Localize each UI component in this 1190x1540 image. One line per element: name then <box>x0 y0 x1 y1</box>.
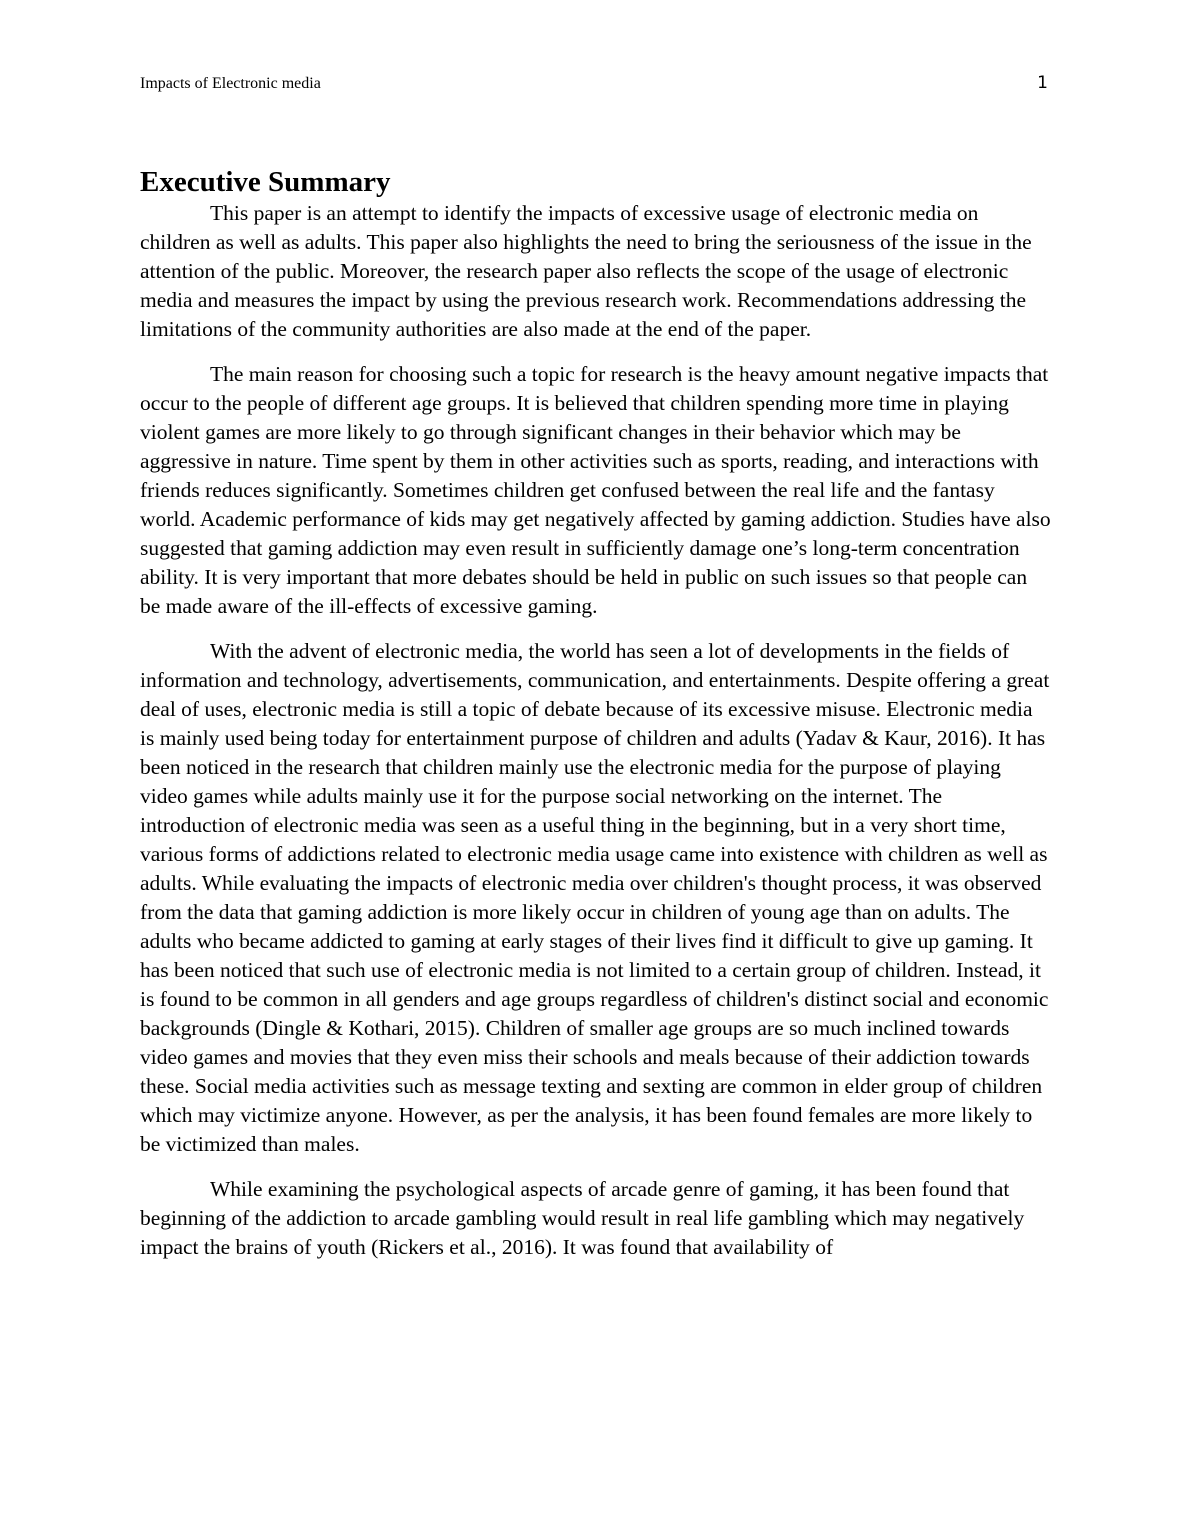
page-number: 1 <box>1037 73 1048 93</box>
paragraph-3: With the advent of electronic media, the world has seen a lot of developments in the fields of information and technology, advertisements, communication, and entertainments. Despite offering a great deal of uses, electronic media is still a topic of debate because of its excessive misuse. Electronic media is mainly used being today for entertainment purpose of children and adults (Yadav & Kaur, 2016). It has been noticed in the research that children mainly use the electronic media for the purpose of playing video games while adults mainly use it for the purpose social networking on the internet. The introduction of electronic media was seen as a useful thing in the beginning, but in a very short time, various forms of addictions related to electronic media usage came into existence with children as well as adults. While evaluating the impacts of electronic media over children's thought process, it was observed from the data that gaming addiction is more likely occur in children of young age than on adults. The adults who became addicted to gaming at early stages of their lives find it difficult to give up gaming. It has been noticed that such use of electronic media is not limited to a certain group of children. Instead, it is found to be common in all genders and age groups regardless of children's distinct social and economic backgrounds (Dingle & Kothari, 2015). Children of smaller age groups are so much inclined towards video games and movies that they even miss their schools and meals because of their addiction towards these. Social media activities such as message texting and sexting are common in elder group of children which may victimize anyone. However, as per the analysis, it has been found females are more likely to be victimized than males. <box>140 639 1050 1156</box>
paragraph-2: The main reason for choosing such a topic for research is the heavy amount negative impacts that occur to the people of different age groups. It is believed that children spending more time in playing violent games are more likely to go through significant changes in their behavior which may be aggressive in nature. Time spent by them in other activities such as sports, reading, and interactions with friends reduces significantly. Sometimes children get confused between the real life and the fantasy world. Academic performance of kids may get negatively affected by gaming addiction. Studies have also suggested that gaming addiction may even result in sufficiently damage one’s long-term concentration ability. It is very important that more debates should be held in public on such issues so that people can be made aware of the ill-effects of excessive gaming. <box>140 362 1051 618</box>
paragraph-4: While examining the psychological aspects of arcade genre of gaming, it has been found that beginning of the addiction to arcade gambling would result in real life gambling which may negatively impact the brains of youth (Rickers et al., 2016). It was found that availability of <box>140 1177 1025 1259</box>
section-heading: Executive Summary <box>140 166 391 198</box>
paragraph-1: This paper is an attempt to identify the impacts of excessive usage of electronic media on children as well as adults. This paper also highlights the need to bring the seriousness of the issue in the attention of the public. Moreover, the research paper also reflects the scope of the usage of electronic media and measures the impact by using the previous research work. Recommendations addressing the limitations of the community authorities are also made at the end of the paper. <box>140 201 1032 341</box>
running-head: Impacts of Electronic media <box>140 75 321 92</box>
document-body <box>140 165 1052 1278</box>
